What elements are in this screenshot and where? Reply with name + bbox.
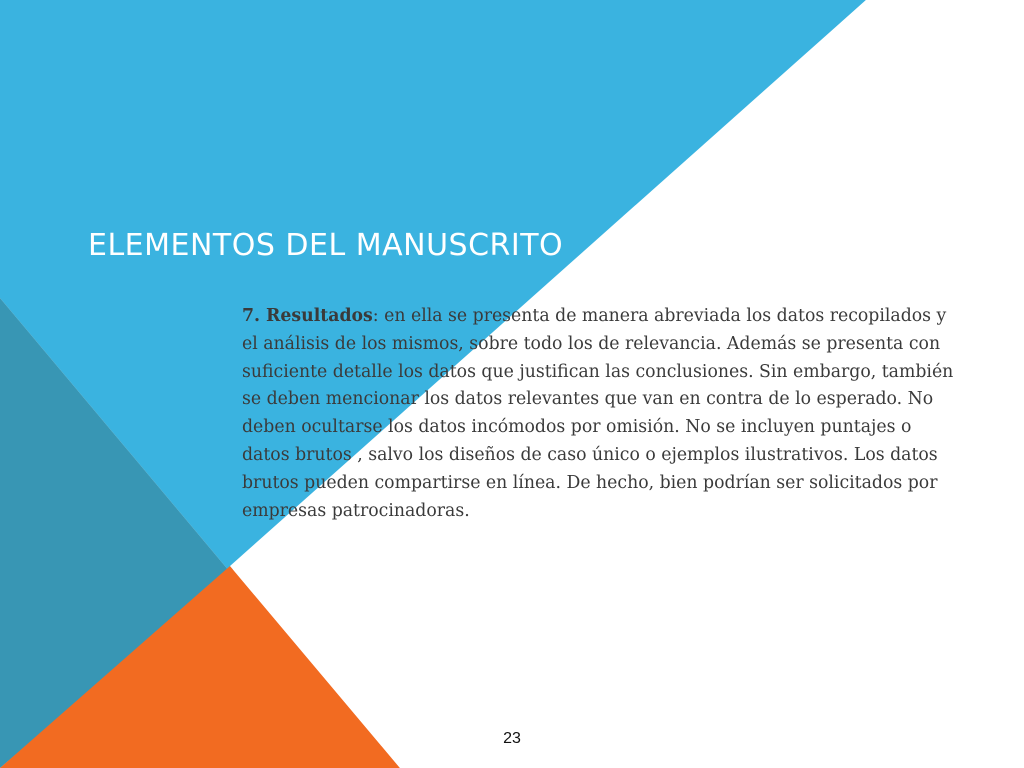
body-text: [242, 303, 954, 525]
body-content: : en ella se presenta de manera abreviada los datos recopilados y el análisis de los mismos, sobre todo los de relevancia. Además se presenta con suficiente detalle los datos que justifican las conclusiones. Sin embargo, también se deben mencionar los datos relevantes que van en contra de lo esperado. No deben ocultarse los datos incómodos por omisión. No se incluyen puntajes o datos brutos , salvo los diseños de caso único o ejemplos ilustrativos. Los datos brutos pueden compartirse en línea. De hecho, bien podrían ser solicitados por empresas patrocinadoras.: [242, 306, 954, 521]
slide-title: ELEMENTOS DEL MANUSCRITO: [88, 228, 564, 263]
page-number: 23: [503, 730, 521, 747]
body-lead: 7. Resultados: [242, 306, 373, 326]
